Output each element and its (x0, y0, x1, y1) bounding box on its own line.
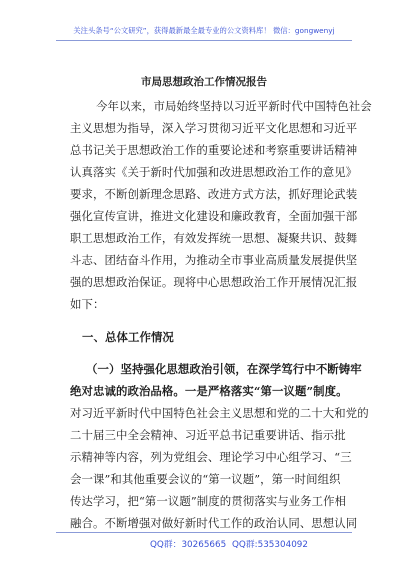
paragraph-line: 二十届三中全会精神、习近平总书记重要讲话、指示批 (70, 428, 346, 442)
paragraph-line: 会一课”和其他重要会议的“第一议题”，第一时间组织 (70, 472, 341, 486)
paragraph-line: 如下： (70, 297, 105, 311)
paragraph-line: 总书记关于思想政治工作的重要论述和考察重要讲话精神 (70, 143, 358, 157)
section-heading: 一、总体工作情况 (82, 330, 174, 344)
paragraph-line: 示精神等内容，列为党组会、理论学习中心组学习、“三 (70, 450, 352, 464)
paragraph-line: 要求，不断创新理念思路、改进方式方法，抓好理论武装 (70, 187, 358, 201)
paragraph-line: 今年以来，市局始终坚持以习近平新时代中国特色社会 (96, 99, 372, 113)
paragraph-line: 传达学习，把“第一议题”制度的贯彻落实与业务工作相 (70, 494, 347, 508)
footer-qq-group-2: QQ群:535304092 (232, 540, 308, 550)
document-title: 市局思想政治工作情况报告 (141, 76, 267, 88)
footer-qq-group-1: QQ群：30265665 (150, 540, 227, 550)
paragraph-line: 强化宣传宣讲，推进文化建设和廉政教育，全面加强干部 (70, 209, 358, 223)
paragraph-line: 职工思想政治工作，有效发挥统一思想、凝聚共识、鼓舞 (70, 231, 358, 245)
paragraph-line: 主义思想为指导，深入学习贯彻习近平文化思想和习近平 (70, 121, 358, 135)
subsection-heading-cont: 绝对忠诚的政治品格。一是严格落实“第一议题”制度。 (70, 384, 348, 398)
paragraph-line: 斗志、团结奋斗作用，为推动全市事业高质量发展提供坚 (70, 253, 358, 267)
subsection-heading: （一）坚持强化思想政治引领，在深学笃行中不断铸牢 (86, 362, 362, 376)
paragraph-line: 强的思想政治保证。现将中心思想政治工作开展情况汇报 (70, 275, 358, 289)
paragraph-line: 融合。不断增强对做好新时代工作的政治认同、思想认同 (70, 516, 358, 530)
header-promo: 关注头条号“公文研究”，获得最新最全最专业的公文资料库！ 微信：gongwenyj (73, 26, 335, 35)
footer-rule (56, 532, 352, 533)
paragraph-line: 对习近平新时代中国特色社会主义思想和党的二十大和党的 (70, 406, 369, 420)
paragraph-line: 认真落实《关于新时代加强和改进思想政治工作的意见》 (70, 165, 358, 179)
